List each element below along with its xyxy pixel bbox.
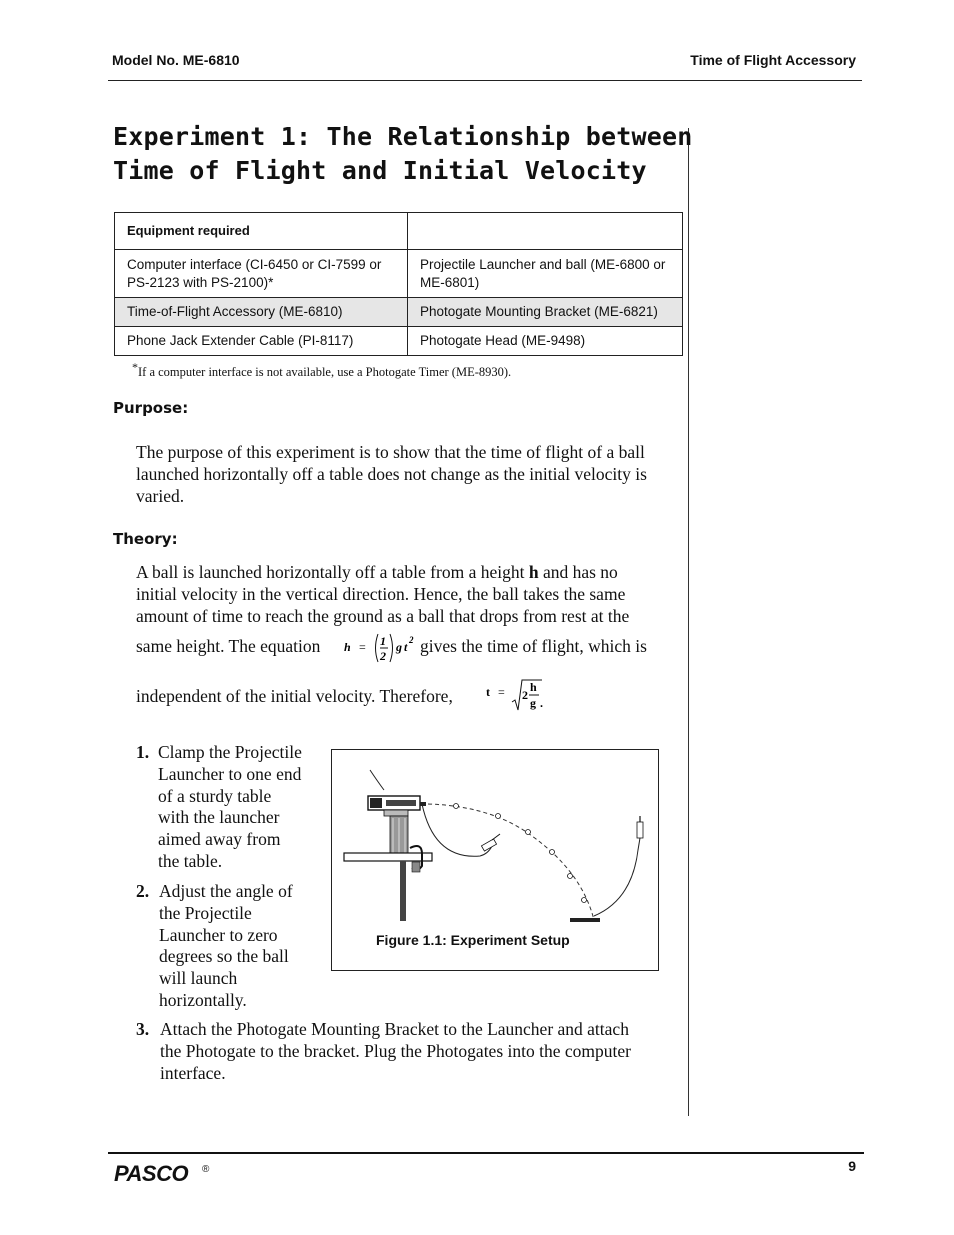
title-line-2: Time of Flight and Initial Velocity — [113, 156, 647, 185]
eq1-den: 2 — [380, 649, 386, 663]
step-line: the table. — [158, 850, 223, 871]
table-header-right — [408, 213, 683, 250]
step-line: will launch — [159, 968, 238, 989]
theory-line-4b: gives the time of flight, which is — [420, 636, 647, 656]
eq1-equals: = — [359, 640, 366, 654]
eq1-g: g — [396, 640, 402, 654]
step-line: the Photogate to the bracket. Plug the Photogates into the computer — [160, 1040, 631, 1061]
theory-line — [136, 561, 696, 583]
cell-text: Computer interface (CI-6450 or CI-7599 or PS-2123 with PS-2100)* — [127, 256, 382, 290]
step-text — [158, 742, 302, 873]
step-line: degrees so the ball — [159, 946, 289, 967]
header-rule — [108, 80, 862, 81]
table-cell: Time-of-Flight Accessory (ME-6810) — [115, 298, 408, 327]
step-line: aimed away from — [158, 829, 281, 850]
pasco-logo-text: PASCO — [114, 1161, 189, 1186]
table-cell: Projectile Launcher and ball (ME-6800 or ME-6801) — [408, 250, 683, 298]
table-row — [115, 327, 683, 356]
table-row — [115, 298, 683, 327]
step-line: Launcher to zero — [159, 924, 278, 945]
step-number: 1. — [136, 742, 150, 762]
photogate-cable — [422, 804, 492, 856]
theory-line-2: initial velocity in the vertical direction. Hence, the ball takes the same — [136, 584, 626, 604]
step-line: Clamp the Projectile — [158, 742, 302, 762]
theory-text — [136, 561, 696, 627]
page-number: 9 — [848, 1158, 856, 1174]
purpose-heading: Purpose: — [113, 399, 189, 417]
footnote-mark: * — [132, 360, 138, 374]
landing-pad — [570, 918, 600, 922]
eq2-num: h — [530, 680, 537, 694]
step-line: the Projectile — [159, 902, 252, 923]
eq2-equals: = — [498, 685, 505, 699]
eq2-t: t — [486, 685, 490, 699]
footnote — [132, 360, 511, 380]
experiment-title — [113, 120, 693, 188]
eq1-h: h — [344, 640, 351, 654]
table-header-left: Equipment required — [115, 213, 408, 250]
figure-caption: Figure 1.1: Experiment Setup — [376, 932, 570, 948]
theory-line-3: amount of time to reach the ground as a ball that drops from rest at the — [136, 606, 630, 626]
step-line: interface. — [160, 1062, 226, 1083]
pasco-logo — [112, 1160, 204, 1192]
pad-cable — [594, 838, 640, 916]
table-cell: Photogate Head (ME-9498) — [408, 327, 683, 356]
title-line-1: Experiment 1: The Relationship between — [113, 122, 693, 151]
eq1-num: 1 — [380, 634, 386, 648]
step-line: of a sturdy table — [158, 785, 272, 806]
step-line: Launcher to one end — [158, 763, 302, 784]
table-cell — [115, 250, 408, 298]
table-leg — [400, 861, 406, 921]
trajectory — [428, 804, 594, 920]
theory-line-4a: same height. The equation — [136, 636, 321, 656]
height-equation — [342, 630, 422, 666]
footnote-text: If a computer interface is not available, use a Photogate Timer (ME-8930). — [138, 365, 512, 380]
eq2-two: 2 — [522, 688, 528, 702]
theory-heading: Theory: — [113, 530, 178, 548]
time-equation — [484, 678, 548, 714]
registered-mark: ® — [202, 1164, 210, 1175]
step-line: with the launcher — [158, 807, 280, 828]
eq2-period: . — [540, 696, 543, 710]
header-model: Model No. ME-6810 — [112, 52, 240, 68]
theory-line-1c: and has no — [538, 562, 618, 582]
eq1-exp: 2 — [409, 635, 414, 645]
eq2-den: g — [530, 696, 536, 710]
step-text — [160, 1019, 631, 1084]
step-line: horizontally. — [159, 989, 247, 1010]
header-title: Time of Flight Accessory — [690, 52, 856, 68]
eq1-t: t — [404, 640, 408, 654]
footer-rule — [108, 1152, 864, 1154]
table-cell: Phone Jack Extender Cable (PI-8117) — [115, 327, 408, 356]
theory-line-1a: A ball is launched horizontally off a table from a height — [136, 562, 529, 582]
equipment-table — [114, 212, 683, 356]
table-header-row — [115, 213, 683, 250]
table-row — [115, 250, 683, 298]
step-line: Adjust the angle of — [159, 881, 293, 901]
step-number: 3. — [136, 1019, 150, 1039]
step-line: Attach the Photogate Mounting Bracket to the Launcher and attach — [160, 1019, 629, 1039]
step-text — [159, 881, 293, 1012]
theory-line-5a: independent of the initial velocity. Therefore, — [136, 686, 453, 706]
purpose-text: The purpose of this experiment is to show that the time of flight of a ball launched horizontally off a table does not change as the initial velocity is varied. — [136, 442, 647, 506]
table-top — [344, 853, 432, 861]
height-variable: h — [528, 562, 539, 582]
table-cell: Photogate Mounting Bracket (ME-6821) — [408, 298, 683, 327]
step-number: 2. — [136, 881, 150, 901]
